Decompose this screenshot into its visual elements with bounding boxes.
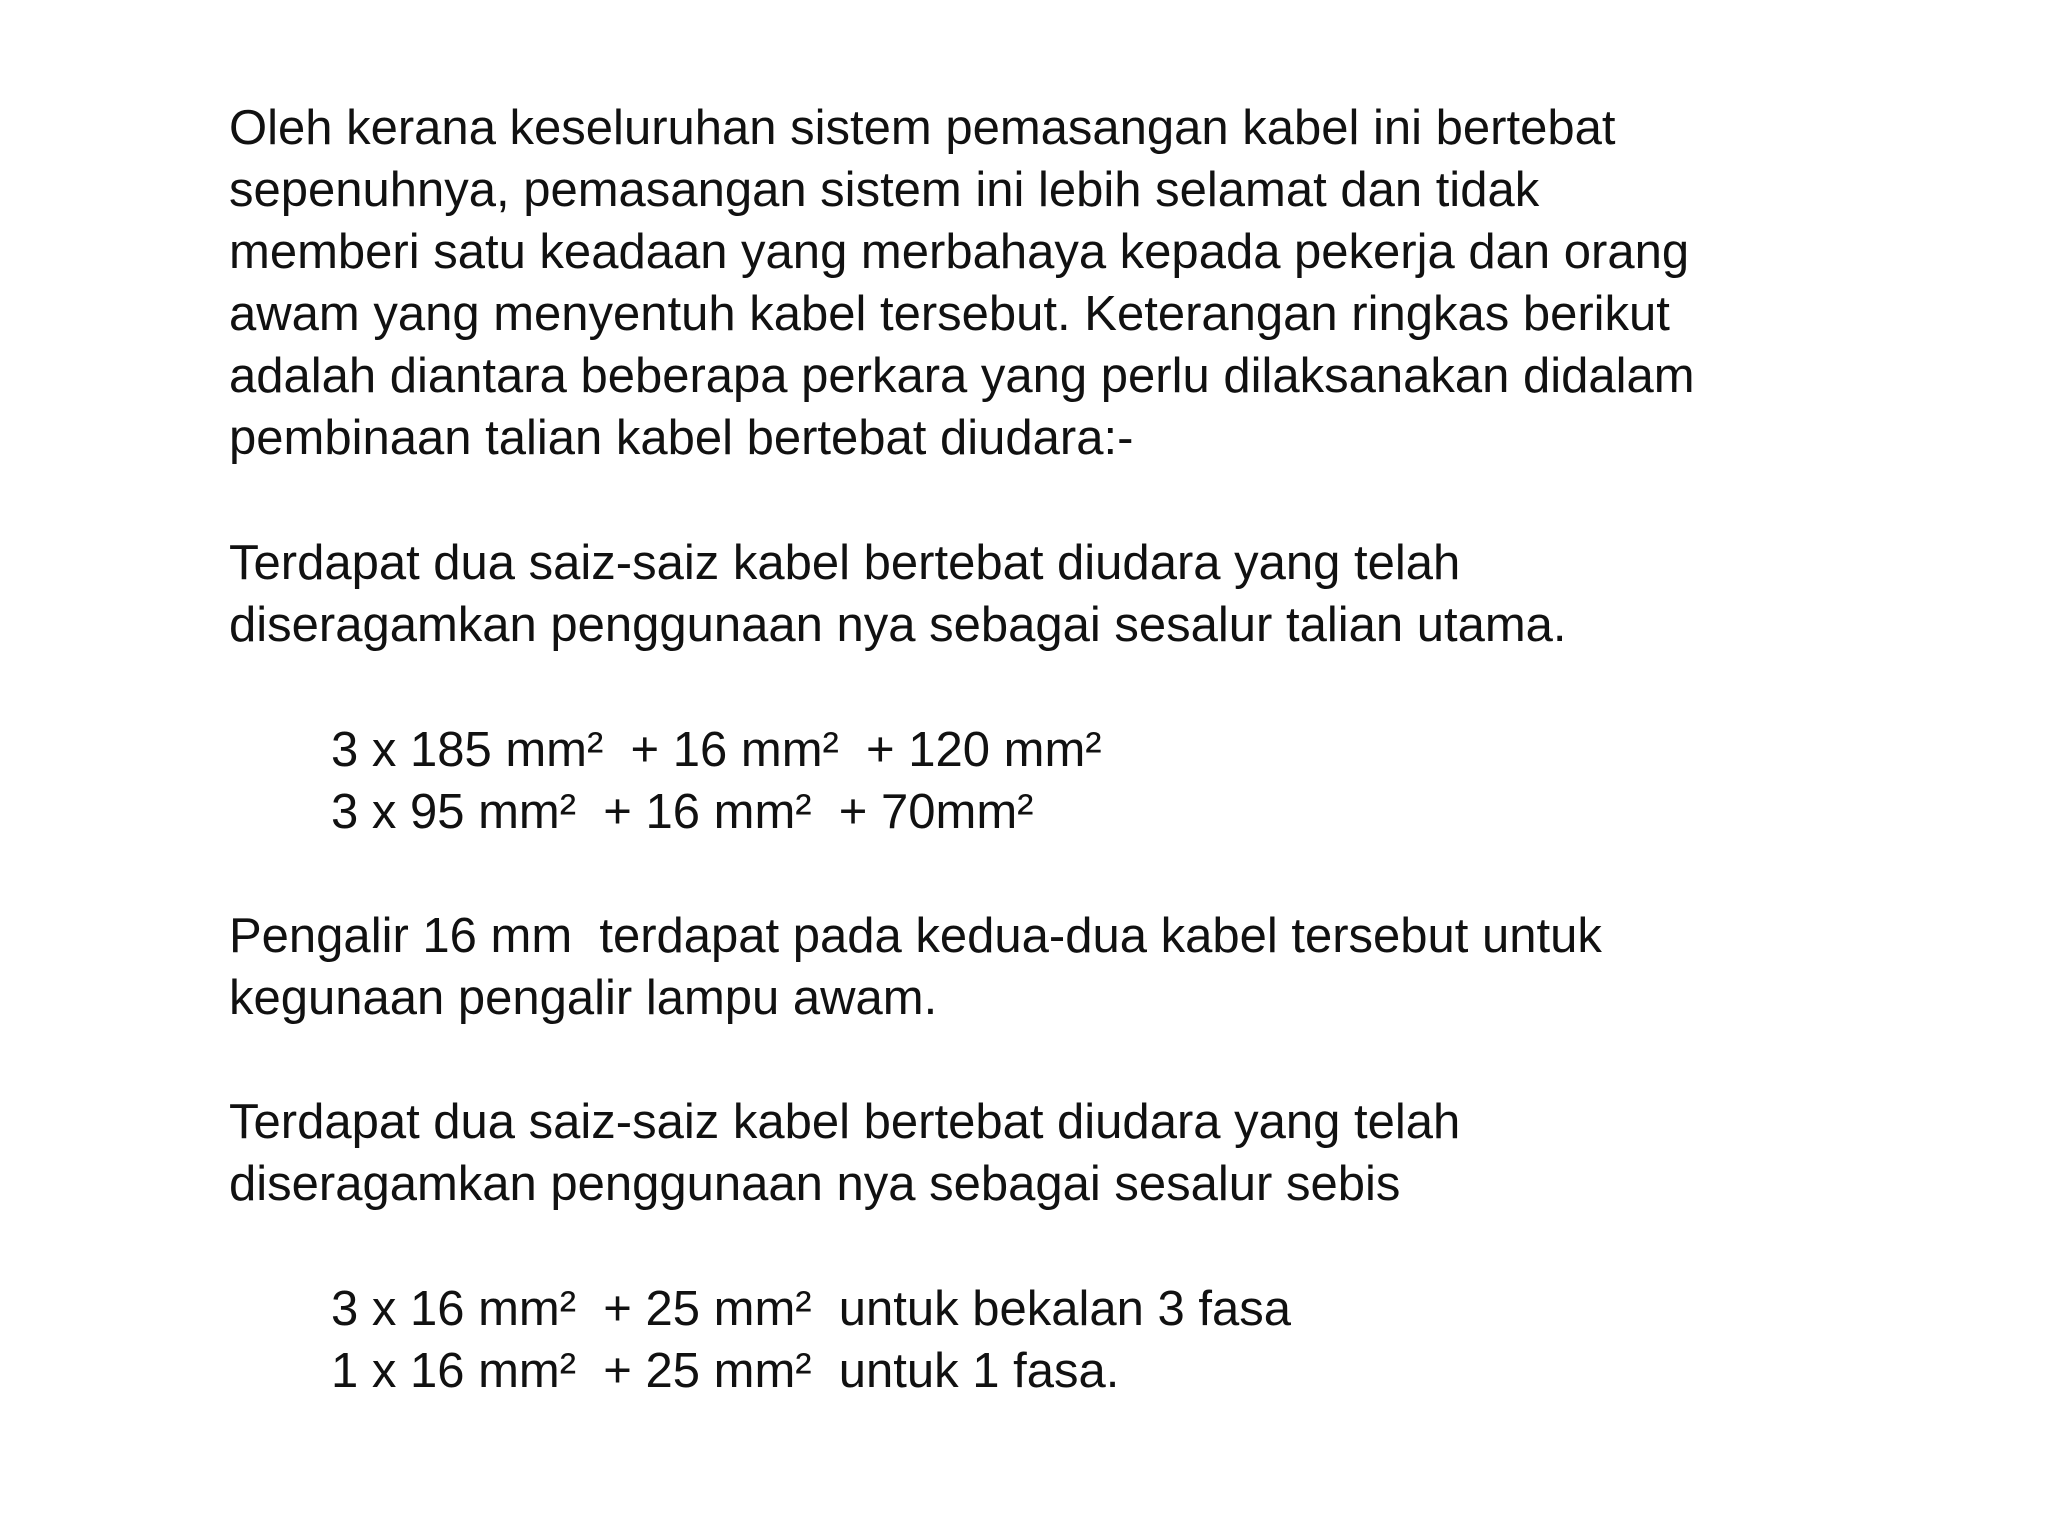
- text-line: Terdapat dua saiz-saiz kabel bertebat diudara yang telah: [229, 536, 1461, 590]
- text-line: diseragamkan penggunaan nya sebagai sesalur talian utama.: [229, 598, 1567, 652]
- text-line: Terdapat dua saiz-saiz kabel bertebat diudara yang telah: [229, 1095, 1461, 1149]
- text-line: diseragamkan penggunaan nya sebagai sesalur sebis: [229, 1157, 1401, 1211]
- text-line: kegunaan pengalir lampu awam.: [229, 971, 938, 1025]
- cable-size-item: 3 x 185 mm² + 16 mm² + 120 mm²: [331, 723, 1102, 777]
- text-line: pembinaan talian kabel bertebat diudara:-: [229, 411, 1134, 465]
- text-line: Oleh kerana keseluruhan sistem pemasangan kabel ini bertebat: [229, 101, 1616, 155]
- text-line: adalah diantara beberapa perkara yang perlu dilaksanakan didalam: [229, 349, 1695, 403]
- text-line: memberi satu keadaan yang merbahaya kepada pekerja dan orang: [229, 225, 1690, 279]
- cable-size-item: 1 x 16 mm² + 25 mm² untuk 1 fasa.: [331, 1344, 1120, 1398]
- text-line: awam yang menyentuh kabel tersebut. Keterangan ringkas berikut: [229, 287, 1670, 341]
- cable-size-item: 3 x 16 mm² + 25 mm² untuk bekalan 3 fasa: [331, 1282, 1292, 1336]
- text-line: sepenuhnya, pemasangan sistem ini lebih selamat dan tidak: [229, 163, 1540, 217]
- cable-size-item: 3 x 95 mm² + 16 mm² + 70mm²: [331, 785, 1034, 839]
- text-line: Pengalir 16 mm terdapat pada kedua-dua kabel tersebut untuk: [229, 909, 1602, 963]
